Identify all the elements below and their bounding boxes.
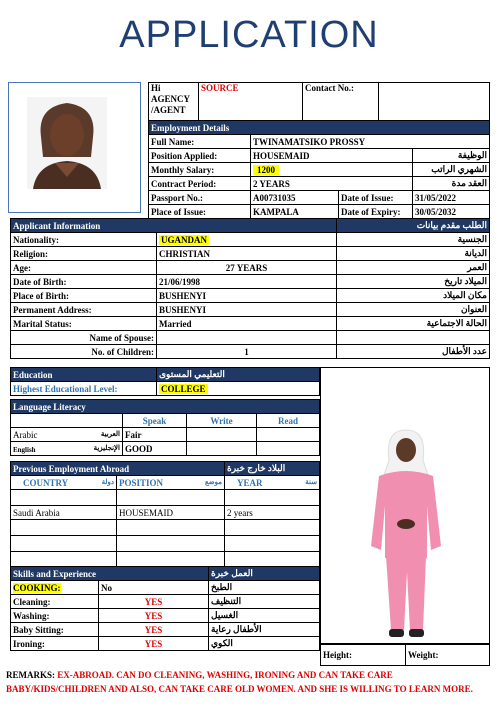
marital-label: Marital Status: [11,317,157,331]
source-field: SOURCE [199,83,303,121]
weight-label: Weight: [406,645,490,666]
issue-date-value: 31/05/2022 [413,191,490,205]
table-row [11,581,320,595]
education-header: Education [11,368,157,382]
education-level-value: COLLEGE [161,383,206,394]
nationality-ar: الجنسية [337,233,490,247]
education-table [10,367,320,396]
height-label: Height: [321,645,406,666]
marital-ar: الحالة الاجتماعية [337,317,490,331]
applicant-row [11,289,490,303]
religion-value: CHRISTIAN [157,247,337,261]
pob-label: Place of Birth: [11,289,157,303]
spouse-value [157,331,337,345]
applicant-row [11,233,490,247]
salary-ar: الشهري الراتب [413,163,490,177]
col-position-ar: موضع [204,477,222,486]
english-speak: GOOD [123,442,187,456]
language-table [10,399,320,456]
dob-value: 21/06/1998 [157,275,337,289]
position-label: Position Applied: [149,149,251,163]
col-position: POSITION [119,477,164,488]
place-issue-value: KAMPALA [251,205,339,219]
abroad-header: Previous Employment Abroad [11,462,225,476]
contract-ar: العقد مدة [413,177,490,191]
agency-label: Hi AGENCY /AGENT [149,83,199,121]
applicant-info-table [10,218,490,359]
applicant-row [11,261,490,275]
marital-value: Married [157,317,337,331]
applicant-header: Applicant Information [11,219,337,233]
language-col-speak: Speak [123,414,187,428]
headshot-image [27,97,107,189]
cooking-ar: الطبخ [209,581,320,595]
ironing-value: YES [99,637,209,651]
skills-table [10,566,320,651]
washing-ar: الغسيل [209,609,320,623]
education-header-ar: التعليمي المستوى [157,368,320,382]
age-label: Age: [11,261,157,275]
employment-header: Employment Details [149,121,490,135]
washing-value: YES [99,609,209,623]
cleaning-value: YES [99,595,209,609]
english-ar: الإنجليزية [93,443,120,452]
table-row [11,609,320,623]
skills-header-ar: العمل خبرة [209,567,320,581]
arabic-ar: العربية [100,429,120,438]
education-level-label: Highest Educational Level: [11,382,157,396]
language-header: Language Literacy [11,400,320,414]
table-row [11,637,320,651]
cooking-value: No [99,581,209,595]
children-value: 1 [157,345,337,359]
full-name-value: TWINAMATSIKO PROSSY [251,135,490,149]
passport-label: Passport No.: [149,191,251,205]
remarks-text: EX-ABROAD. CAN DO CLEANING, WASHING, IRONING AND CAN TAKE CARE BABY/KIDS/CHILDREN AND ALSO, CAN TAKE CARE OLD WOMEN. AND SHE IS WILLING TO LEARN MORE. [6,670,473,694]
babysitting-ar: الأطفال رعاية [209,623,320,637]
col-year-ar: سنة [305,477,317,486]
abroad-position: HOUSEMAID [117,506,225,520]
pob-ar: مكان الميلاد [337,289,490,303]
cleaning-label: Cleaning: [11,595,99,609]
contact-label: Contact No.: [303,83,379,121]
address-value: BUSHENYI [157,303,337,317]
contract-value: 2 YEARS [251,177,413,191]
salary-label: Monthly Salary: [149,163,251,177]
employment-details-table [148,120,490,219]
contact-value [379,83,490,121]
remarks [6,668,494,696]
applicant-row [11,247,490,261]
washing-label: Washing: [11,609,99,623]
passport-value: A00731035 [251,191,339,205]
address-label: Permanent Address: [11,303,157,317]
headshot-photo [8,82,141,213]
arabic-label: Arabic [13,429,38,440]
expiry-value: 30/05/2032 [413,205,490,219]
fullbody-image [361,426,451,644]
babysitting-value: YES [99,623,209,637]
position-ar: الوظيفة [413,149,490,163]
abroad-header-ar: البلاد خارج خبرة [225,462,320,476]
employment-abroad-table [10,461,320,568]
dob-ar: الميلاد تاريخ [337,275,490,289]
nationality-label: Nationality: [11,233,157,247]
language-col-write: Write [187,414,257,428]
page-title: APPLICATION [119,14,379,56]
applicant-header-ar: الطلب مقدم بيانات [337,219,490,233]
language-col-read: Read [257,414,320,428]
table-row [11,623,320,637]
age-ar: العمر [337,261,490,275]
table-row [11,595,320,609]
contract-label: Contract Period: [149,177,251,191]
position-value: HOUSEMAID [251,149,413,163]
fullbody-photo-frame [320,367,490,644]
applicant-row [11,275,490,289]
measurements-table [320,644,490,666]
children-label: No. of Children: [11,345,157,359]
nationality-value: UGANDAN [161,234,207,245]
applicant-row [11,303,490,317]
religion-label: Religion: [11,247,157,261]
arabic-speak: Fair [123,428,187,442]
abroad-year: 2 years [225,506,320,520]
children-ar: عدد الأطفال [337,345,490,359]
applicant-row [11,317,490,331]
babysitting-label: Baby Sitting: [11,623,99,637]
table-row [11,506,320,520]
dob-label: Date of Birth: [11,275,157,289]
col-year: YEAR [237,477,263,488]
pob-value: BUSHENYI [157,289,337,303]
full-name-label: Full Name: [149,135,251,149]
age-value: 27 YEARS [157,261,337,275]
spouse-label: Name of Spouse: [11,331,157,345]
cooking-label: COOKING: [13,582,61,593]
ironing-ar: الكوي [209,637,320,651]
religion-ar: الديانة [337,247,490,261]
cleaning-ar: التنظيف [209,595,320,609]
abroad-country: Saudi Arabia [11,506,117,520]
english-label: English [13,445,36,454]
place-issue-label: Place of Issue: [149,205,251,219]
agency-employment-table [148,82,490,121]
col-country-ar: دولة [101,477,114,486]
skills-header: Skills and Experience [11,567,209,581]
ironing-label: Ironing: [11,637,99,651]
issue-date-label: Date of Issue: [339,191,413,205]
expiry-label: Date of Expiry: [339,205,413,219]
salary-value: 1200 [253,165,279,175]
col-country: COUNTRY [23,477,69,488]
remarks-label: REMARKS: [6,670,55,680]
address-ar: العنوان [337,303,490,317]
